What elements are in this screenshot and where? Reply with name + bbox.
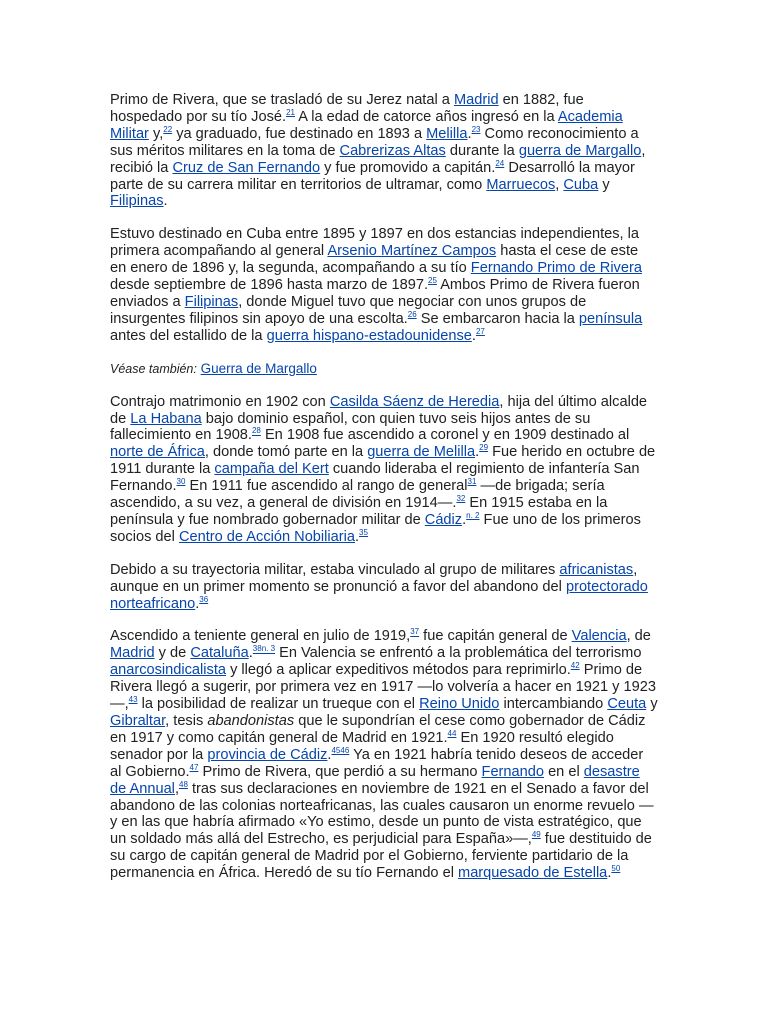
link-norte-de-africa[interactable]: norte de África bbox=[110, 444, 205, 461]
paragraph-2 bbox=[110, 226, 658, 344]
reference-marker bbox=[253, 645, 275, 654]
text-run: Estuvo destinado en Cuba entre 1895 y 1897 en dos estancias independientes, la primera acompañando al general bbox=[110, 226, 640, 260]
text-run: Contrajo matrimonio en 1902 con bbox=[110, 393, 330, 410]
reference-link[interactable]: 49 bbox=[531, 830, 541, 840]
text-run: y bbox=[598, 176, 610, 193]
reference-marker bbox=[331, 746, 349, 755]
link-guerra-de-margallo[interactable]: guerra de Margallo bbox=[518, 142, 642, 159]
link-fernando[interactable]: Fernando bbox=[481, 763, 545, 780]
reference-link[interactable]: 28 bbox=[251, 426, 261, 436]
article-body bbox=[110, 92, 658, 898]
paragraph-3 bbox=[110, 394, 658, 546]
reference-marker bbox=[476, 327, 485, 336]
link-cataluna[interactable]: Cataluña bbox=[190, 645, 249, 662]
reference-link[interactable]: 22 bbox=[163, 124, 173, 134]
link-campana-del-kert[interactable]: campaña del Kert bbox=[214, 461, 329, 478]
text-run: desde septiembre de 1896 hasta marzo de 1897. bbox=[110, 277, 429, 294]
text-run: cuando lideraba el regimiento de infantería San Fernando. bbox=[110, 461, 640, 495]
link-anarcosindicalista[interactable]: anarcosindicalista bbox=[110, 662, 227, 679]
reference-link[interactable]: 32 bbox=[456, 494, 466, 504]
link-arsenio-martinez-campos[interactable]: Arsenio Martínez Campos bbox=[327, 243, 497, 260]
reference-link[interactable]: 35 bbox=[359, 527, 368, 537]
text-run: , bbox=[555, 176, 564, 193]
paragraph-group-a bbox=[110, 92, 658, 345]
paragraph-1 bbox=[110, 92, 658, 210]
reference-marker bbox=[495, 159, 504, 168]
reference-marker bbox=[359, 528, 368, 537]
paragraph-5 bbox=[110, 628, 658, 882]
text-run: Desarrolló la mayor parte de su carrera militar en territorios de ultramar, como bbox=[110, 159, 635, 193]
reference-link[interactable]: 50 bbox=[611, 864, 621, 874]
link-la-habana[interactable]: La Habana bbox=[130, 410, 202, 427]
reference-link[interactable]: 21 bbox=[286, 108, 295, 118]
link-cruz-de-san-fernando[interactable]: Cruz de San Fernando bbox=[172, 159, 321, 176]
text-run: En 1911 fue ascendido al rango de general bbox=[185, 478, 468, 495]
text-run: . bbox=[354, 528, 360, 545]
reference-link[interactable]: 48 bbox=[179, 779, 188, 789]
text-run: Ya en 1921 habría tenido deseos de acceder al Gobierno. bbox=[110, 746, 644, 780]
link-casilda-saenz-de-heredia[interactable]: Casilda Sáenz de Heredia bbox=[329, 393, 500, 410]
text-run: antes del estallido de la bbox=[110, 327, 267, 344]
reference-marker bbox=[532, 830, 541, 839]
text-run: En 1915 estaba en la península y fue nombrado gobernador militar de bbox=[110, 495, 608, 528]
text-run: y llegó a aplicar expeditivos métodos para reprimirlo. bbox=[226, 662, 571, 679]
text-run: la posibilidad de realizar un trueque con el bbox=[137, 696, 420, 713]
text-run: . bbox=[163, 193, 168, 210]
reference-marker bbox=[410, 628, 419, 637]
text-run: en 1882, fue hospedado por su tío José. bbox=[110, 92, 584, 125]
link-academia-militar[interactable]: Academia Militar bbox=[110, 108, 623, 142]
see-also-link[interactable]: Guerra de Margallo bbox=[200, 360, 317, 376]
text-run: Como reconocimiento a sus méritos militares en la toma de bbox=[110, 125, 639, 159]
text-run: intercambiando bbox=[499, 696, 608, 713]
reference-link[interactable]: 44 bbox=[447, 729, 457, 739]
text-run: . bbox=[327, 746, 332, 763]
text-run: Ambos Primo de Rivera fueron enviados a bbox=[110, 277, 640, 310]
reference-marker bbox=[479, 443, 488, 452]
text-run: , donde tomó parte en la bbox=[204, 444, 368, 461]
paragraph-group-b bbox=[110, 394, 658, 882]
reference-marker bbox=[408, 310, 417, 319]
text-run: , recibió la bbox=[110, 142, 646, 176]
text-run: Debido a su trayectoria militar, estaba vinculado al grupo de militares bbox=[110, 561, 560, 578]
text-run: Primo de Rivera, que perdió a su hermano bbox=[198, 763, 482, 780]
link-marruecos[interactable]: Marruecos bbox=[486, 176, 556, 193]
text-run: . bbox=[462, 511, 467, 528]
reference-marker bbox=[199, 595, 208, 604]
text-run: Fue herido en octubre de 1911 durante la bbox=[110, 444, 656, 478]
text-run: durante la bbox=[445, 142, 519, 159]
reference-link[interactable]: 4546 bbox=[331, 745, 350, 755]
link-reino-unido[interactable]: Reino Unido bbox=[419, 696, 500, 713]
reference-link[interactable]: 37 bbox=[410, 627, 420, 637]
text-run: ya graduado, fue destinado en 1893 a bbox=[172, 125, 427, 142]
reference-marker bbox=[163, 125, 172, 134]
reference-link[interactable]: 30 bbox=[176, 477, 186, 487]
text-run: En 1920 resultó elegido senador por la bbox=[110, 729, 614, 763]
text-run: , donde Miguel tuvo que negociar con unos grupos de insurgentes filipinos sin apoyo de una escolta. bbox=[110, 293, 587, 327]
link-cadiz[interactable]: Cádiz bbox=[424, 511, 463, 528]
text-run: En 1908 fue ascendido a coronel y en 1909 destinado al bbox=[260, 427, 630, 444]
link-protectorado-norteafricano[interactable]: protectorado norteafricano bbox=[110, 578, 648, 612]
text-run: , aunque en un primer momento se pronunció a favor del abandono del bbox=[110, 561, 638, 595]
reference-link[interactable]: 36 bbox=[199, 594, 209, 604]
reference-link[interactable]: n. 2 bbox=[466, 511, 480, 521]
text-run: y bbox=[646, 696, 658, 713]
link-marquesado-de-estella[interactable]: marquesado de Estella bbox=[458, 865, 608, 882]
reference-link[interactable]: 24 bbox=[495, 158, 505, 168]
reference-marker bbox=[611, 864, 620, 873]
link-fernando-primo-de-rivera[interactable]: Fernando Primo de Rivera bbox=[470, 260, 642, 277]
link-gibraltar[interactable]: Gibraltar bbox=[110, 713, 166, 729]
text-run: . bbox=[195, 595, 200, 612]
text-run: A la edad de catorce años ingresó en la bbox=[294, 108, 558, 125]
reference-marker bbox=[428, 276, 437, 285]
link-africanistas[interactable]: africanistas bbox=[559, 561, 634, 578]
text-run: En Valencia se enfrentó a la problemática del terrorismo bbox=[275, 645, 642, 662]
link-cuba[interactable]: Cuba bbox=[563, 176, 599, 193]
reference-link[interactable]: 43 bbox=[128, 695, 138, 705]
text-run: Primo de Rivera, que se trasladó de su Jerez natal a bbox=[110, 92, 454, 108]
text-run: —de brigada; sería ascendido, a su vez, a general de división en 1914—. bbox=[110, 478, 605, 512]
paragraph-4 bbox=[110, 562, 658, 613]
link-madrid[interactable]: Madrid bbox=[453, 92, 499, 108]
text-run: fue capitán general de bbox=[419, 628, 572, 645]
text-run: hasta el cese de este en enero de 1896 y, la segunda, acompañando a su tío bbox=[110, 243, 639, 277]
link-desastre-de-annual[interactable]: desastre de Annual bbox=[110, 763, 640, 797]
reference-link[interactable]: 42 bbox=[570, 661, 580, 671]
link-centro-de-accion-nobiliaria[interactable]: Centro de Acción Nobiliaria bbox=[178, 528, 355, 545]
text-run: , bbox=[174, 780, 179, 797]
see-also-note bbox=[110, 361, 658, 378]
text-run: y de bbox=[154, 645, 191, 662]
text-run: Primo de Rivera llegó a sugerir, por primera vez en 1917 —lo volvería a hacer en 1921 y 1923—, bbox=[110, 662, 656, 713]
text-run: Fue uno de los primeros socios del bbox=[110, 511, 641, 545]
link-peninsula[interactable]: península bbox=[578, 310, 643, 327]
text-run: Se embarcaron hacia la bbox=[416, 310, 579, 327]
text-run: tras sus declaraciones en noviembre de 1921 en el Senado a favor del abandono de las colonias norteafricanas, las cuales causaron un enorme revuelo —y en las que habría afirmado «Yo estimo, desde un punto de vista estratégico, que un soldado más allá del Estrecho, es perjudicial para España»—, bbox=[110, 780, 654, 848]
reference-marker bbox=[571, 661, 580, 670]
reference-marker bbox=[179, 780, 188, 789]
text-run: . bbox=[248, 645, 253, 662]
reference-link[interactable]: 47 bbox=[189, 762, 199, 772]
reference-marker bbox=[252, 427, 261, 436]
link-melilla[interactable]: Melilla bbox=[426, 125, 468, 142]
text-run: Ascendido a teniente general en julio de 1919, bbox=[110, 628, 411, 645]
reference-link[interactable]: 26 bbox=[407, 310, 417, 320]
reference-marker bbox=[129, 695, 138, 704]
reference-link[interactable]: 25 bbox=[428, 276, 437, 286]
reference-marker bbox=[456, 494, 465, 503]
text-run: . bbox=[475, 444, 480, 461]
see-also-label: Véase también: bbox=[110, 361, 197, 376]
link-guerra-de-melilla[interactable]: guerra de Melilla bbox=[367, 444, 476, 461]
link-valencia[interactable]: Valencia bbox=[571, 628, 627, 645]
link-madrid[interactable]: Madrid bbox=[110, 645, 155, 662]
reference-link[interactable]: 23 bbox=[471, 124, 481, 134]
link-filipinas[interactable]: Filipinas bbox=[184, 293, 239, 310]
text-run: en el bbox=[544, 763, 584, 780]
text-run: . bbox=[467, 125, 472, 142]
text-run: , hija del último alcalde de bbox=[110, 393, 648, 427]
link-provincia-de-cadiz[interactable]: provincia de Cádiz bbox=[207, 746, 328, 763]
reference-link[interactable]: 31 bbox=[467, 477, 477, 487]
text-run: y, bbox=[148, 125, 164, 142]
italic-term: abandonistas bbox=[207, 713, 295, 729]
text-run: , tesis bbox=[165, 713, 208, 729]
text-run: que le supondrían el cese como gobernador de Cádiz en 1917 y como capitán general de Madrid en 1921. bbox=[110, 713, 646, 746]
reference-link[interactable]: 29 bbox=[479, 443, 489, 453]
link-guerra-hispano-estadounidense[interactable]: guerra hispano-estadounidense bbox=[266, 327, 472, 344]
reference-link[interactable]: 27 bbox=[475, 326, 485, 336]
link-filipinas[interactable]: Filipinas bbox=[110, 193, 164, 210]
link-ceuta[interactable]: Ceuta bbox=[607, 696, 647, 713]
reference-link[interactable]: 38n. 3 bbox=[252, 644, 276, 654]
reference-marker bbox=[286, 108, 295, 117]
text-run: bajo dominio español, con quien tuvo seis hijos antes de su fallecimiento en 1908. bbox=[110, 410, 591, 444]
reference-marker bbox=[466, 511, 479, 520]
link-cabrerizas-altas[interactable]: Cabrerizas Altas bbox=[339, 142, 446, 159]
text-run: fue destituido de su cargo de capitán general de Madrid por el Gobierno, ferviente partidario de la permanencia en África. Heredó de su tío Fernando el bbox=[110, 831, 652, 882]
text-run: y fue promovido a capitán. bbox=[320, 159, 496, 176]
text-run: , de bbox=[626, 628, 651, 645]
text-run: . bbox=[471, 327, 476, 344]
text-run: . bbox=[607, 865, 612, 882]
